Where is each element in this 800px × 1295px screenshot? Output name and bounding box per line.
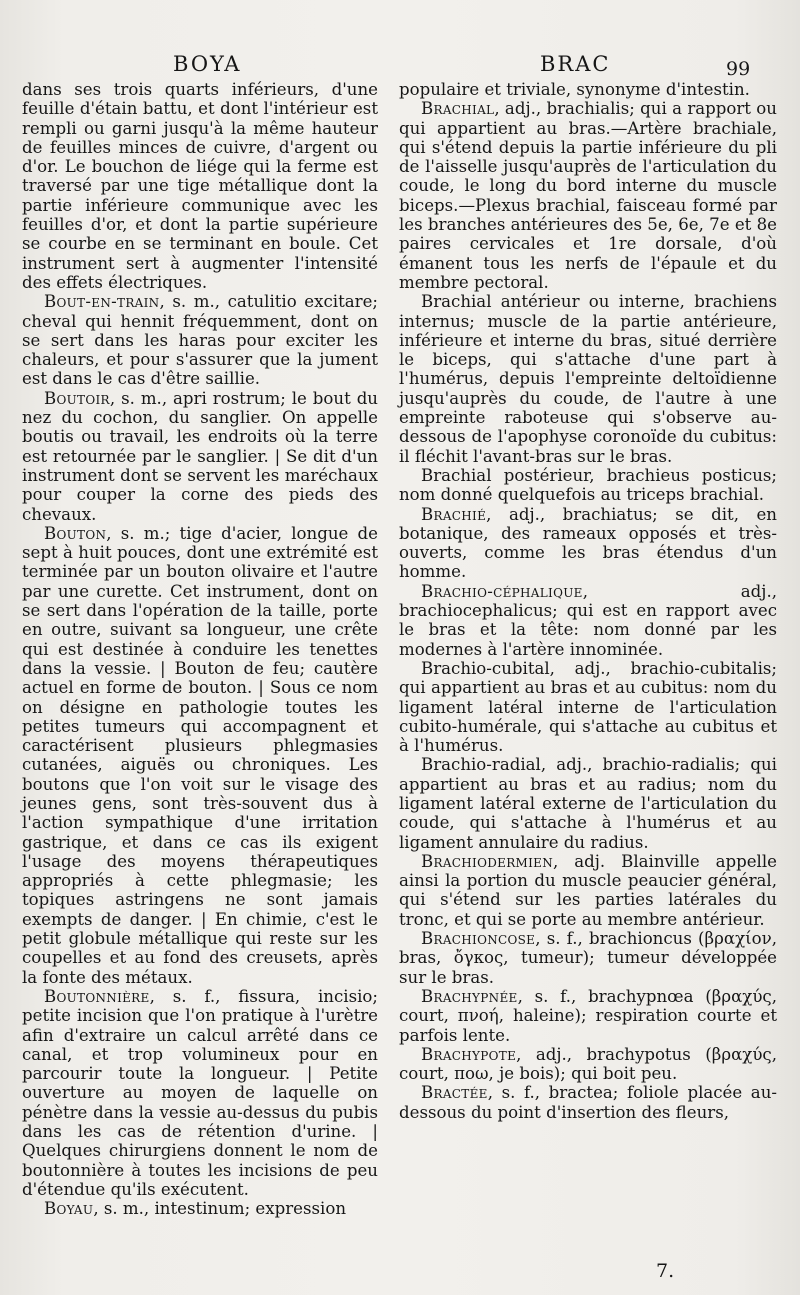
entry-headword: Brachypnée — [421, 986, 518, 1006]
entry-bouteille-continued: dans ses trois quarts inférieurs, d'une feuille d'étain battu, et dont l'intérieur est rempli ou garni jusqu'à la même hauteur de feuilles minces de cuivre, d'argent ou d'or. Le bouchon de liége qui la ferme est traversé par une tige métallique dont la partie inférieure communique avec les feuilles d'or, et dont la partie supérieure se courbe en se terminant en boule. Cet instrument sert à augmenter l'intensité des effets électriques. — [22, 80, 378, 292]
entry-boute-en-train: Bout-en-train, s. m., catulitio excitare; cheval qui hennit fréquemment, dont on se sert dans les haras pour exciter les chaleurs, et pour s'assurer que la jument est dans le cas d'être saillie. — [22, 292, 378, 389]
entry-brachypnee: Brachypnée, s. f., brachypnœa (βραχύς, court, πνοή, haleine); respiration courte et parfois lente. — [399, 986, 777, 1045]
page-number: 99 — [726, 58, 751, 80]
entry-bractee: Bractée, s. f., bractea; foliole placée au-dessous du point d'insertion des fleurs, — [399, 1083, 777, 1122]
running-head-right: BRAC — [540, 52, 611, 76]
entry-boutoir: Boutoir, s. m., apri rostrum; le bout du nez du cochon, du sanglier. On appelle boutis ou travail, les endroits où la terre est retournée par le sanglier. | Se dit d'un instrument dont se servent les maréchaux pour couper la corne des pieds des chevaux. — [22, 388, 378, 524]
entry-bouton: Bouton, s. m.; tige d'acier, longue de sept à huit pouces, dont une extrémité est terminée par un bouton olivaire et l'autre par une curette. Cet instrument, dont on se sert dans l'opération de la taille, porte en outre, suivant sa longueur, une crête qui est destinée à conduire les tenettes dans la vessie. | Bouton de feu; cautère actuel en forme de bouton. | Sous ce nom on désigne en pathologie toutes les petites tumeurs qui accompagnent et caractérisent plusieurs phlegmasies cutanées, aiguës ou chroniques. Les boutons que l'on voit sur le visage des jeunes gens, sont très-souvent dus à l'action sympathique d'une irritation gastrique, et dans ce cas ils exigent l'usage des moyens thérapeutiques appropriés à cette phlegmasie; les topiques astringens ne sont jamais exempts de danger. | En chimie, c'est le petit globule métallique qui reste sur les coupelles et au fond des creusets, après la fonte des métaux. — [22, 523, 378, 987]
entry-brachio-cubital: Brachio-cubital, adj., brachio-cubitalis; qui appartient au bras et au cubitus: nom du ligament latéral interne de l'articulation cubito-humérale, qui s'attache au cubitus et à l'humérus. — [399, 658, 777, 756]
entry-headword: Brachio-céphalique — [421, 581, 583, 601]
entry-brachiodermien: Brachiodermien, adj. Blainville appelle ainsi la portion du muscle peaucier général, qui s'étend sur les parties latérales du tronc, et qui se porte au membre antérieur. — [399, 851, 777, 929]
entry-headword: Bout-en-train — [44, 292, 160, 312]
entry-boyau: Boyau, s. m., intestinum; expression — [44, 1199, 347, 1219]
entry-headword: Bractée — [421, 1083, 488, 1103]
entry-brachioncose: Brachioncose, s. f., brachioncus (βραχίον, bras, ὄγκος, tumeur); tumeur développée sur le bras. — [399, 929, 777, 987]
entry-headword: Boutonnière — [44, 986, 150, 1006]
entry-headword: Bouton — [44, 523, 107, 543]
entry-brachypote: Brachypote, adj., brachypotus (βραχύς, court, ποω, je bois); qui boit peu. — [399, 1044, 777, 1084]
entry-boutonniere: Boutonnière, s. f., fissura, incisio; petite incision que l'on pratique à l'urètre afin d'extraire un calcul arrêté dans ce canal, et trop volumineux pour en parcourir toute la longueur. | Petite ouverture au moyen de laquelle on pénètre dans la vessie au-dessus du pubis dans les cas de rétention d'urine. | Quelques chirurgiens donnent le nom de boutonnière à toutes les incisions de peu d'étendue qu'ils exécutent. — [22, 986, 378, 1199]
entry-brachio-radial: Brachio-radial, adj., brachio-radialis; qui appartient au bras et au radius; nom du ligament latéral externe de l'articulation du coude, qui s'attache à l'humérus et au ligament annulaire du radius. — [399, 755, 777, 852]
running-head-left: BOYA — [173, 52, 242, 76]
right-column — [399, 80, 777, 1122]
entry-headword: Boyau — [44, 1199, 94, 1219]
entry-headword: Brachioncose — [421, 929, 536, 949]
entry-headword: Brachié — [421, 504, 487, 524]
entry-boyau-continued: populaire et triviale, synonyme d'intestin. — [399, 80, 750, 99]
entry-brachie: Brachié, adj., brachiatus; se dit, en botanique, des rameaux opposés et très-ouverts, comme les bras étendus d'un homme. — [399, 504, 777, 582]
left-column — [22, 80, 378, 1219]
entry-headword: Brachial — [421, 99, 495, 119]
entry-headword: Boutoir — [44, 388, 110, 408]
entry-headword: Brachiodermien — [421, 851, 554, 871]
entry-brachial-posterieur: Brachial postérieur, brachieus posticus; nom donné quelquefois au triceps brachial. — [399, 465, 777, 505]
entry-brachio-cephalique: Brachio-céphalique, adj., brachiocephalicus; qui est en rapport avec le bras et la tête: nom donné par les modernes à l'artère innominée. — [399, 581, 777, 659]
entry-brachial-anterieur: Brachial antérieur ou interne, brachiens internus; muscle de la partie antérieure, inférieure et interne du bras, situé derrière le biceps, qui s'attache d'une part à l'humérus, depuis l'empreinte deltoïdienne jusqu'auprès du coude, de l'autre à une empreinte raboteuse qui s'observe au-dessous de l'apophyse coronoïde du cubitus: il fléchit l'avant-bras sur le bras. — [399, 292, 777, 466]
entry-brachial: Brachial, adj., brachialis; qui a rapport ou qui appartient au bras.—Artère brachiale, qui s'étend depuis la partie inférieure du pli de l'aisselle jusqu'auprès de l'articulation du coude, le long du bord interne du muscle biceps.—Plexus brachial, faisceau formé par les branches antérieures des 5e, 6e, 7e et 8e paires cervicales et 1re dorsale, d'où émanent tous les nerfs de l'épaule et du membre pectoral. — [399, 99, 777, 292]
signature-mark: 7. — [656, 1260, 675, 1282]
entry-headword: Brachypote — [421, 1044, 517, 1064]
